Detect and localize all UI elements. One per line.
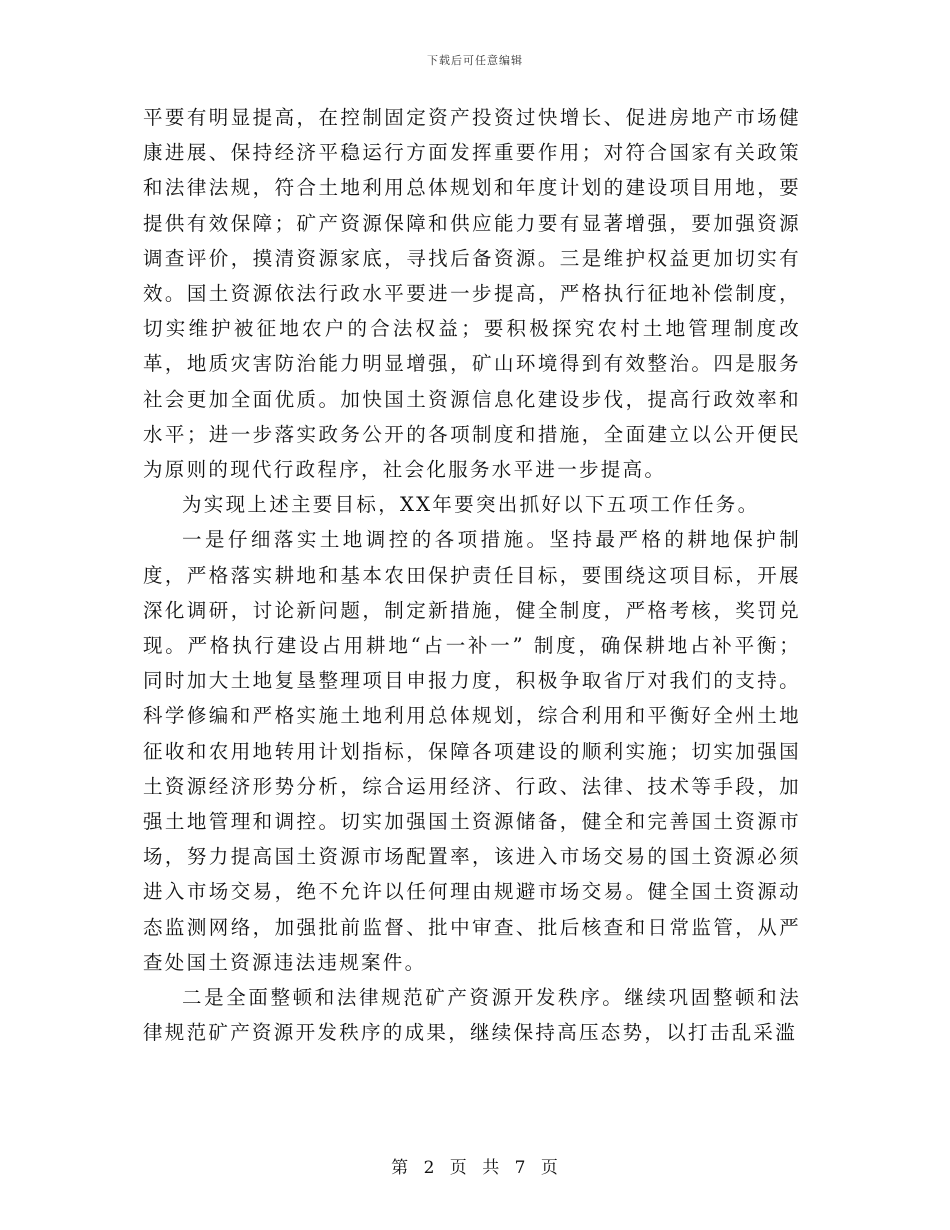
footer-total-unit: 页 <box>540 1158 559 1178</box>
page-footer <box>0 1153 950 1178</box>
document-body <box>143 100 801 1050</box>
paragraph-task-two: 二是全面整顿和法律规范矿产资源开发秩序。继续巩固整顿和法律规范矿产资源开发秩序的成果，继续保持高压态势，以打击乱采滥 <box>143 986 801 1045</box>
footer-page-number: 2 <box>423 1158 436 1178</box>
footer-page-unit: 页 <box>449 1158 468 1178</box>
page-header: 下载后可任意编辑 <box>427 54 523 67</box>
footer-total-pages: 7 <box>514 1158 527 1178</box>
paragraph-task-intro: 为实现上述主要目标，XX年要突出抓好以下五项工作任务。 <box>182 493 760 517</box>
paragraph-task-one: 一是仔细落实土地调控的各项措施。坚持最严格的耕地保护制度，严格落实耕地和基本农田保护责任目标，要围绕这项目标，开展深化调研，讨论新问题，制定新措施，健全制度，严格考核，奖罚兑现。严格执行建设占用耕地“占一补一” 制度，确保耕地占补平衡；同时加大土地复垦整理项目申报力度，积极争取省厅对我们的支持。科学修编和严格实施土地利用总体规划，综合利用和平衡好全州土地征收和农用地转用计划指标，保障各项建设的顺利实施；切实加强国土资源经济形势分析，综合运用经济、行政、法律、技术等手段，加强土地管理和调控。切实加强国土资源储备，健全和完善国土资源市场，努力提高国土资源市场配置率，该进入市场交易的国土资源必须进入市场交易，绝不允许以任何理由规避市场交易。健全国土资源动态监测网络，加强批前监督、批中审查、批后核查和日常监管，从严查处国土资源违法违规案件。 <box>143 528 801 974</box>
paragraph-continuation: 平要有明显提高，在控制固定资产投资过快增长、促进房地产市场健康进展、保持经济平稳运行方面发挥重要作用；对符合国家有关政策和法律法规，符合土地利用总体规划和年度计划的建设项目用地，要提供有效保障；矿产资源保障和供应能力要有显著增强，要加强资源调查评价，摸清资源家底，寻找后备资源。三是维护权益更加切实有效。国土资源依法行政水平要进一步提高，严格执行征地补偿制度，切实维护被征地农户的合法权益；要积极探究农村土地管理制度改革，地质灾害防治能力明显增强，矿山环境得到有效整治。四是服务社会更加全面优质。加快国土资源信息化建设步伐，提高行政效率和水平；进一步落实政务公开的各项制度和措施，全面建立以公开便民为原则的现代行政程序，社会化服务水平进一步提高。 <box>143 106 801 482</box>
footer-total-prefix: 共 <box>482 1158 501 1178</box>
footer-prefix: 第 <box>391 1158 410 1178</box>
